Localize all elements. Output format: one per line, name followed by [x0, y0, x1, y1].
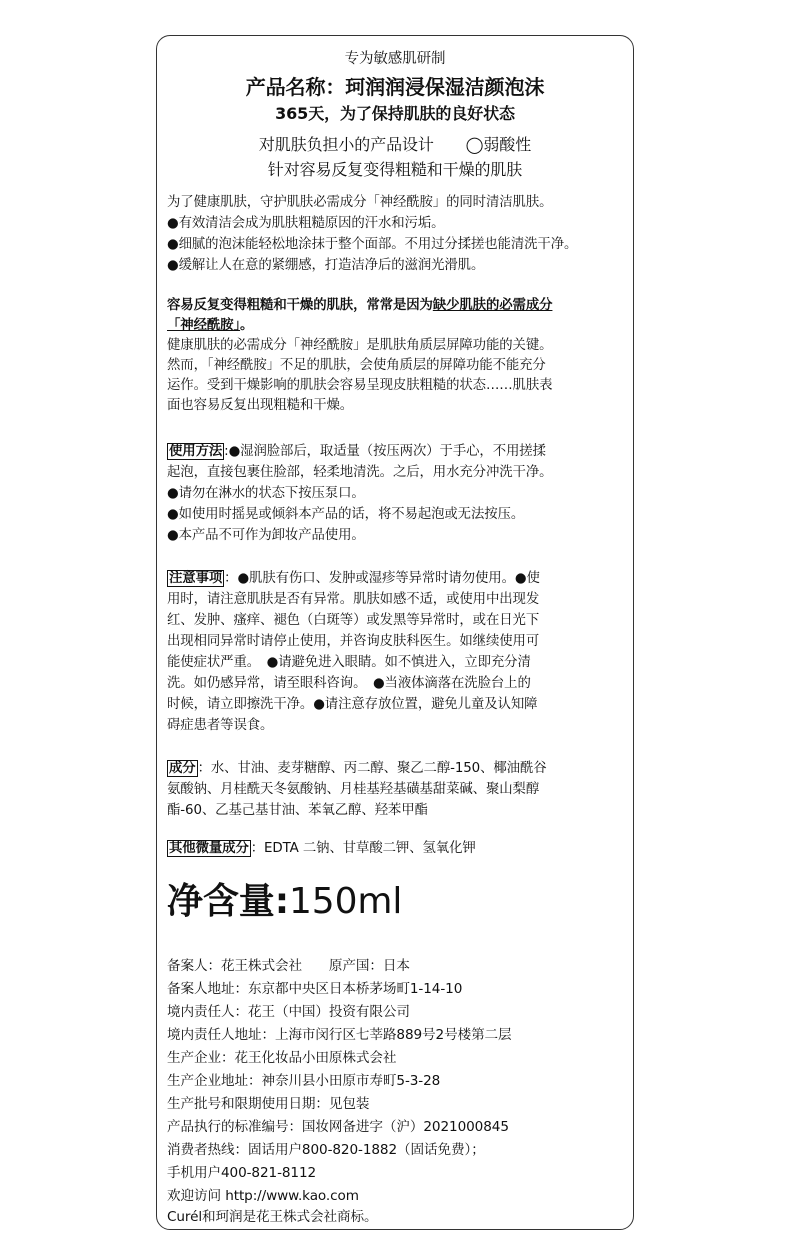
usage-line: ●如使用时摇晃或倾斜本产品的话，将不易起泡或无法按压。	[167, 507, 525, 522]
net-content-label: 净含量	[167, 881, 275, 922]
cautions-line: 红、发肿、瘙痒、褪色（白斑等）或发黑等异常时，或在日光下	[167, 613, 540, 628]
company-line: 生产企业地址：神奈川县小田原市寿町5-3-28	[167, 1073, 441, 1089]
ceramide-heading-text: 容易反复变得粗糙和干燥的肌肤，常常是因为	[167, 298, 433, 313]
company-line: 备案人：花王株式会社 原产国：日本	[167, 958, 410, 974]
cautions-line: 能使症状严重。 ●请避免进入眼睛。如不慎进入，立即充分清	[167, 655, 531, 670]
ingredients-line: 氨酸钠、月桂酰天冬氨酸钠、月桂基羟基磺基甜菜碱、聚山梨醇	[167, 782, 540, 797]
cautions-line: 碍症患者等误食。	[167, 718, 274, 733]
slogan: 365天，为了保持肌肤的良好状态	[275, 104, 515, 123]
company-line: 生产企业：花王化妆品小田原株式会社	[167, 1050, 397, 1066]
usage-first-line	[167, 443, 546, 460]
ingredients-label: 成分	[169, 761, 196, 776]
company-line: 产品执行的标准编号：国妆网备进字（沪）2021000845	[167, 1119, 509, 1135]
ceramide-body-line: 面也容易反复出现粗糙和干燥。	[167, 398, 354, 413]
intro-line: ●细腻的泡沫能轻松地涂抹于整个面部。不用过分揉搓也能清洗干净。	[167, 237, 578, 252]
company-line: 欢迎访问 http://www.kao.com	[167, 1188, 359, 1204]
trace-line	[167, 840, 476, 857]
ceramide-body-line: 然而，「神经酰胺」不足的肌肤，会使角质层的屏障功能不能充分	[167, 358, 546, 373]
net-content-value: 150ml	[289, 881, 403, 922]
target-line: 针对容易反复变得粗糙和干燥的肌肤	[267, 160, 523, 179]
ceramide-keyword: 「神经酰胺」	[167, 318, 241, 333]
trace-label: 其他微量成分	[169, 841, 249, 856]
cautions-line: 时候，请立即擦洗干净。●请注意存放位置，避免儿童及认知障	[167, 697, 538, 712]
intro-line: ●有效清洁会成为肌肤粗糙原因的汗水和污垢。	[167, 216, 445, 231]
product-name: 产品名称：珂润润浸保湿洁颜泡沫	[245, 75, 545, 99]
company-line: 境内责任人地址：上海市闵行区七莘路889号2号楼第二层	[167, 1027, 512, 1043]
ceramide-body-line: 运作。受到干燥影响的肌肤会容易呈现皮肤粗糙的状态……肌肤表	[167, 378, 553, 393]
ceramide-heading	[167, 297, 552, 314]
company-line: Curél和珂润是花王株式会社商标。	[167, 1209, 378, 1225]
company-line: 境内责任人：花王（中国）投资有限公司	[167, 1004, 410, 1020]
net-content	[167, 880, 402, 924]
usage-line: ●本产品不可作为卸妆产品使用。	[167, 528, 365, 543]
cautions-text: ：●肌肤有伤口、发肿或湿疹等异常时请勿使用。●使	[224, 571, 540, 586]
company-line: 消费者热线：固话用户800-820-1882（固话免费）；	[167, 1142, 485, 1158]
company-line: 备案人地址：东京都中央区日本桥茅场町1-14-10	[167, 981, 463, 997]
ceramide-body-line: 健康肌肤的必需成分「神经酰胺」是肌肤角质层屏障功能的关键。	[167, 338, 553, 353]
usage-line: 起泡，直接包裹住脸部，轻柔地清洗。之后，用水充分冲洗干净。	[167, 465, 553, 480]
cautions-label: 注意事项	[169, 571, 223, 586]
usage-text: :●湿润脸部后，取适量（按压两次）于手心，不用搓揉	[224, 444, 546, 459]
ingredients-first-line	[167, 760, 547, 777]
ingredients-line: 酯-60、乙基己基甘油、苯氧乙醇、羟苯甲酯	[167, 803, 428, 818]
ceramide-heading-2	[167, 317, 253, 334]
feature-line: 对肌肤负担小的产品设计 ◯弱酸性	[258, 135, 532, 154]
ceramide-heading-underlined: 缺少肌肤的必需成分	[432, 298, 553, 313]
company-line: 生产批号和限期使用日期：见包装	[167, 1096, 370, 1112]
usage-label: 使用方法	[169, 444, 223, 459]
cautions-line: 用时，请注意肌肤是否有异常。肌肤如感不适，或使用中出现发	[167, 592, 540, 607]
ingredients-text: ：水、甘油、麦芽糖醇、丙二醇、聚乙二醇-150、椰油酰谷	[197, 761, 547, 776]
tagline: 专为敏感肌研制	[344, 51, 446, 67]
trace-text: ：EDTA 二钠、甘草酸二钾、氢氧化钾	[250, 841, 476, 856]
company-line: 手机用户400-821-8112	[167, 1165, 317, 1181]
intro-line: ●缓解让人在意的紧绷感，打造洁净后的滋润光滑肌。	[167, 258, 485, 273]
net-content-colon: :	[274, 881, 289, 922]
cautions-line: 洗。如仍感异常，请至眼科咨询。 ●当液体滴落在洗脸台上的	[167, 676, 531, 691]
usage-line: ●请勿在淋水的状态下按压泵口。	[167, 486, 365, 501]
cautions-first-line	[167, 570, 540, 587]
ceramide-heading-end: 。	[240, 318, 254, 333]
intro-line: 为了健康肌肤，守护肌肤必需成分「神经酰胺」的同时清洁肌肤。	[167, 195, 553, 210]
cautions-line: 出现相同异常时请停止使用，并咨询皮肤科医生。如继续使用可	[167, 634, 540, 649]
